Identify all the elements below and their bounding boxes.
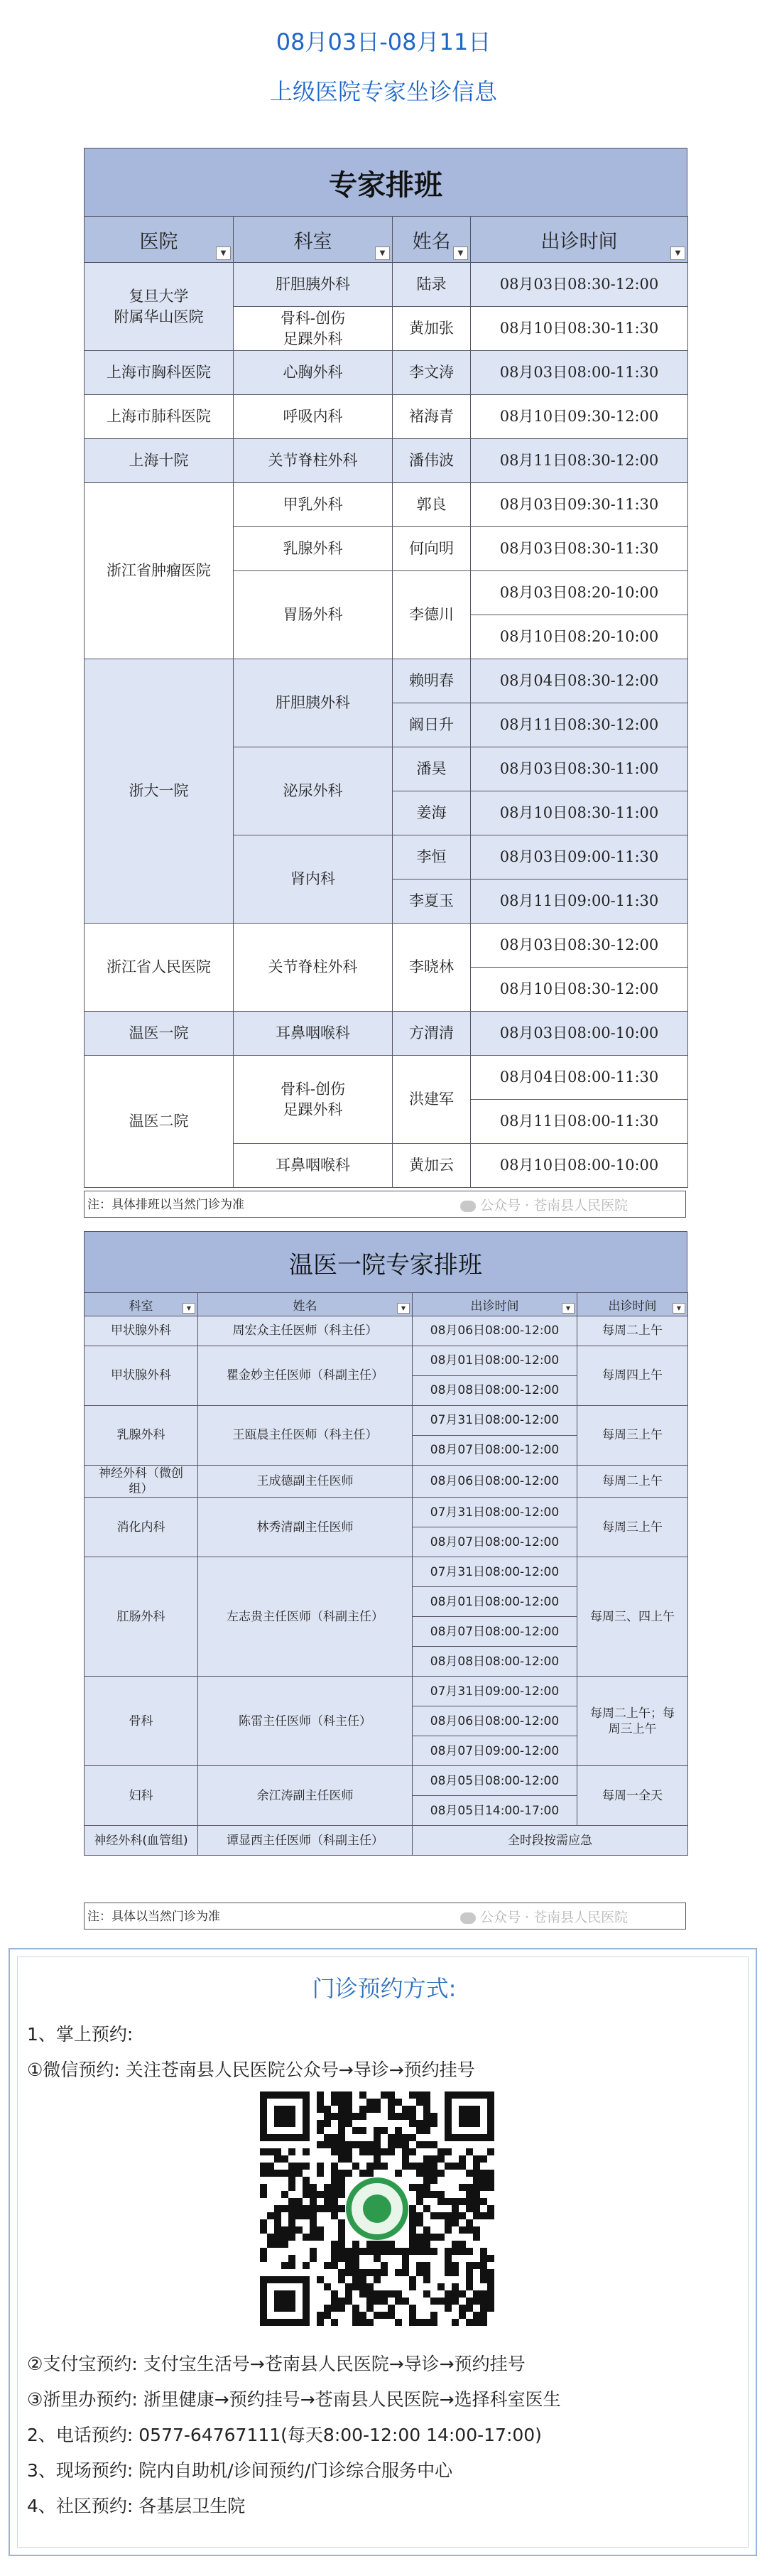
table-cell: 潘昊	[393, 747, 471, 791]
table-cell: 李夏玉	[393, 880, 471, 924]
table-cell: 周宏众主任医师（科主任）	[198, 1316, 413, 1346]
col-header-time: 出诊时间 ▼	[413, 1293, 577, 1316]
table-cell: 左志贵主任医师（科副主任）	[198, 1557, 413, 1677]
filter-dropdown-icon[interactable]: ▼	[397, 1303, 410, 1314]
table-row	[85, 1012, 688, 1056]
table-cell: 08月01日08:00-12:00	[413, 1346, 577, 1376]
table-cell: 甲状腺外科	[85, 1346, 198, 1406]
table-cell: 08月11日09:00-11:30	[471, 880, 688, 924]
table-cell: 08月07日08:00-12:00	[413, 1527, 577, 1557]
table-cell: 08月07日08:00-12:00	[413, 1617, 577, 1647]
table-cell: 肝胆胰外科	[234, 659, 393, 747]
table-cell: 每周三上午	[577, 1498, 688, 1557]
table-cell: 08月10日08:20-10:00	[471, 615, 688, 659]
table-cell: 每周三、四上午	[577, 1557, 688, 1677]
table-row	[85, 263, 688, 307]
table-cell: 潘伟波	[393, 439, 471, 483]
table-cell: 李文涛	[393, 351, 471, 395]
table-cell: 07月31日09:00-12:00	[413, 1677, 577, 1706]
table-row	[85, 1498, 688, 1527]
table-cell: 08月03日08:30-12:00	[471, 924, 688, 968]
filter-dropdown-icon[interactable]: ▼	[453, 247, 468, 260]
date-range: 08月03日-08月11日	[276, 28, 491, 55]
filter-dropdown-icon[interactable]: ▼	[183, 1303, 195, 1314]
table-cell: 08月11日08:30-12:00	[471, 439, 688, 483]
table-row	[85, 1406, 688, 1436]
page-subtitle: 上级医院专家坐诊信息	[269, 78, 497, 105]
table-cell: 每周一全天	[577, 1766, 688, 1826]
table-row	[85, 924, 688, 968]
table-cell: 谭显西主任医师（科副主任）	[198, 1826, 413, 1856]
col-header-department: 科室 ▼	[234, 217, 393, 263]
table-cell: 每周三上午	[577, 1406, 688, 1466]
table-cell: 08月10日08:30-12:00	[471, 968, 688, 1012]
table-cell: 洪建军	[393, 1056, 471, 1144]
appointment-line: 4、社区预约: 各基层卫生院	[27, 2496, 246, 2516]
table-cell: 08月11日08:00-11:30	[471, 1100, 688, 1144]
table-cell: 李德川	[393, 571, 471, 659]
table-cell: 泌尿外科	[234, 747, 393, 835]
table-cell: 王成德副主任医师	[198, 1466, 413, 1498]
appointment-line: 2、电话预约: 0577-64767111(每天8:00-12:00 14:00-17:00)	[27, 2425, 542, 2445]
table-row	[85, 659, 688, 703]
table-cell: 瞿金妙主任医师（科副主任）	[198, 1346, 413, 1406]
col-header-weekly: 出诊时间 ▼	[577, 1293, 688, 1316]
table-cell: 神经外科(血管组)	[85, 1826, 198, 1856]
table-cell: 浙大一院	[85, 659, 234, 924]
table-cell: 李晓林	[393, 924, 471, 1012]
table-cell: 08月03日08:00-11:30	[471, 351, 688, 395]
table-cell: 胃肠外科	[234, 571, 393, 659]
wechat-icon	[460, 1912, 476, 1924]
table-cell: 陈雷主任医师（科主任）	[198, 1677, 413, 1766]
appointment-line: ②支付宝预约: 支付宝生活号→苍南县人民医院→导诊→预约挂号	[27, 2354, 526, 2374]
table-cell: 每周四上午	[577, 1346, 688, 1406]
table-cell: 林秀清副主任医师	[198, 1498, 413, 1557]
table-note: 注：具体以当然门诊为准	[84, 1903, 686, 1930]
table-cell: 07月31日08:00-12:00	[413, 1498, 577, 1527]
table-cell: 08月01日08:00-12:00	[413, 1587, 577, 1617]
table-cell: 08月04日08:00-11:30	[471, 1056, 688, 1100]
table-cell: 甲状腺外科	[85, 1316, 198, 1346]
table-note: 注：具体排班以当然门诊为准	[84, 1191, 686, 1218]
table-cell: 乳腺外科	[85, 1406, 198, 1466]
table-cell: 08月06日08:00-12:00	[413, 1706, 577, 1736]
appointment-title: 门诊预约方式:	[312, 1975, 457, 2002]
table-cell: 余江涛副主任医师	[198, 1766, 413, 1826]
table-cell: 每周二上午；每 周三上午	[577, 1677, 688, 1766]
col-header-name: 姓名 ▼	[198, 1293, 413, 1316]
table-cell: 08月10日09:30-12:00	[471, 395, 688, 439]
table-cell: 每周二上午	[577, 1466, 688, 1498]
watermark: 公众号 · 苍南县人民医院	[460, 1195, 628, 1214]
qr-code-icon[interactable]	[260, 2091, 494, 2326]
appointment-box	[9, 1948, 757, 2556]
table-cell: 08月05日08:00-12:00	[413, 1766, 577, 1796]
table-cell: 赖明春	[393, 659, 471, 703]
table-cell: 温医二院	[85, 1056, 234, 1188]
table-cell: 肾内科	[234, 835, 393, 924]
table-cell: 上海十院	[85, 439, 234, 483]
table-cell: 心胸外科	[234, 351, 393, 395]
table-cell: 08月03日08:00-10:00	[471, 1012, 688, 1056]
table-row	[85, 1466, 688, 1498]
table-cell: 每周二上午	[577, 1316, 688, 1346]
table-cell: 07月31日08:00-12:00	[413, 1557, 577, 1587]
filter-dropdown-icon[interactable]: ▼	[673, 1303, 685, 1314]
table-row	[85, 1826, 688, 1856]
table-row	[85, 1766, 688, 1796]
col-header-department: 科室 ▼	[85, 1293, 198, 1316]
table-cell: 08月10日08:00-10:00	[471, 1144, 688, 1188]
table-cell: 郭良	[393, 483, 471, 527]
table-cell: 肛肠外科	[85, 1557, 198, 1677]
table-row	[85, 1557, 688, 1587]
table-cell: 08月08日08:00-12:00	[413, 1376, 577, 1406]
table-cell: 骨科-创伤 足踝外科	[234, 1056, 393, 1144]
table-cell: 方渭清	[393, 1012, 471, 1056]
table-cell: 骨科	[85, 1677, 198, 1766]
table-cell: 08月10日08:30-11:30	[471, 307, 688, 351]
table-title: 温医一院专家排班	[84, 1231, 687, 1294]
appointment-line: ①微信预约: 关注苍南县人民医院公众号→导诊→预约挂号	[27, 2060, 475, 2080]
table-cell: 肝胆胰外科	[234, 263, 393, 307]
table-cell: 乳腺外科	[234, 527, 393, 571]
table-cell: 姜海	[393, 791, 471, 835]
table-cell: 08月03日08:20-10:00	[471, 571, 688, 615]
table-cell: 消化内科	[85, 1498, 198, 1557]
wechat-icon	[460, 1201, 476, 1212]
table-row	[85, 483, 688, 527]
table-cell: 温医一院	[85, 1012, 234, 1056]
table-cell: 黄加张	[393, 307, 471, 351]
table-cell: 08月06日08:00-12:00	[413, 1316, 577, 1346]
col-header-time: 出诊时间 ▼	[471, 217, 688, 263]
table-cell: 耳鼻咽喉科	[234, 1144, 393, 1188]
table-cell: 关节脊柱外科	[234, 439, 393, 483]
table-cell: 08月03日08:30-12:00	[471, 263, 688, 307]
table-cell: 08月03日09:30-11:30	[471, 483, 688, 527]
table-row	[85, 351, 688, 395]
table-cell: 08月05日14:00-17:00	[413, 1796, 577, 1826]
table-cell: 王瓯晨主任医师（科主任）	[198, 1406, 413, 1466]
table-cell: 上海市肺科医院	[85, 395, 234, 439]
table-cell: 何向明	[393, 527, 471, 571]
table-row	[85, 439, 688, 483]
appointment-line: 3、现场预约: 院内自助机/诊间预约/门诊综合服务中心	[27, 2460, 453, 2481]
table-cell: 08月07日08:00-12:00	[413, 1436, 577, 1466]
table-cell: 呼吸内科	[234, 395, 393, 439]
expert-schedule-table	[84, 148, 687, 1219]
table-cell: 08月03日08:30-11:00	[471, 747, 688, 791]
table-cell: 黄加云	[393, 1144, 471, 1188]
filter-dropdown-icon[interactable]: ▼	[216, 247, 231, 260]
table-cell: 复旦大学 附属华山医院	[85, 263, 234, 351]
table-row	[85, 1346, 688, 1376]
col-header-name: 姓名 ▼	[393, 217, 471, 263]
table-cell: 08月06日08:00-12:00	[413, 1466, 577, 1498]
filter-dropdown-icon[interactable]: ▼	[562, 1303, 575, 1314]
table-cell: 08月08日08:00-12:00	[413, 1647, 577, 1677]
filter-dropdown-icon[interactable]: ▼	[670, 247, 685, 260]
appointment-line: 1、掌上预约:	[27, 2024, 134, 2045]
table-cell: 李恒	[393, 835, 471, 880]
table-row	[85, 395, 688, 439]
table-cell: 浙江省肿瘤医院	[85, 483, 234, 659]
table-row	[85, 1316, 688, 1346]
appointment-line: ③浙里办预约: 浙里健康→预约挂号→苍南县人民医院→选择科室医生	[27, 2389, 561, 2410]
table-cell: 神经外科（微创 组）	[85, 1466, 198, 1498]
table-cell: 上海市胸科医院	[85, 351, 234, 395]
table-cell: 07月31日08:00-12:00	[413, 1406, 577, 1436]
table-row	[85, 1677, 688, 1706]
table-cell: 骨科-创伤 足踝外科	[234, 307, 393, 351]
table-cell: 08月11日08:30-12:00	[471, 703, 688, 747]
table-cell: 浙江省人民医院	[85, 924, 234, 1012]
table-cell: 陆录	[393, 263, 471, 307]
filter-dropdown-icon[interactable]: ▼	[375, 247, 390, 260]
table-cell: 关节脊柱外科	[234, 924, 393, 1012]
col-header-hospital: 医院 ▼	[85, 217, 234, 263]
table-title: 专家排班	[84, 148, 687, 217]
watermark: 公众号 · 苍南县人民医院	[460, 1907, 628, 1926]
table-cell: 甲乳外科	[234, 483, 393, 527]
table-cell: 妇科	[85, 1766, 198, 1826]
table-cell: 08月04日08:30-12:00	[471, 659, 688, 703]
table-cell: 阚日升	[393, 703, 471, 747]
table-cell: 08月10日08:30-11:00	[471, 791, 688, 835]
table-cell: 08月03日08:30-11:30	[471, 527, 688, 571]
table-cell: 全时段按需应急	[413, 1826, 688, 1856]
wenyi-schedule-table	[84, 1231, 687, 1931]
table-cell: 褚海青	[393, 395, 471, 439]
table-cell: 08月03日09:00-11:30	[471, 835, 688, 880]
table-cell: 耳鼻咽喉科	[234, 1012, 393, 1056]
table-row	[85, 1056, 688, 1100]
table-cell: 08月07日09:00-12:00	[413, 1736, 577, 1766]
